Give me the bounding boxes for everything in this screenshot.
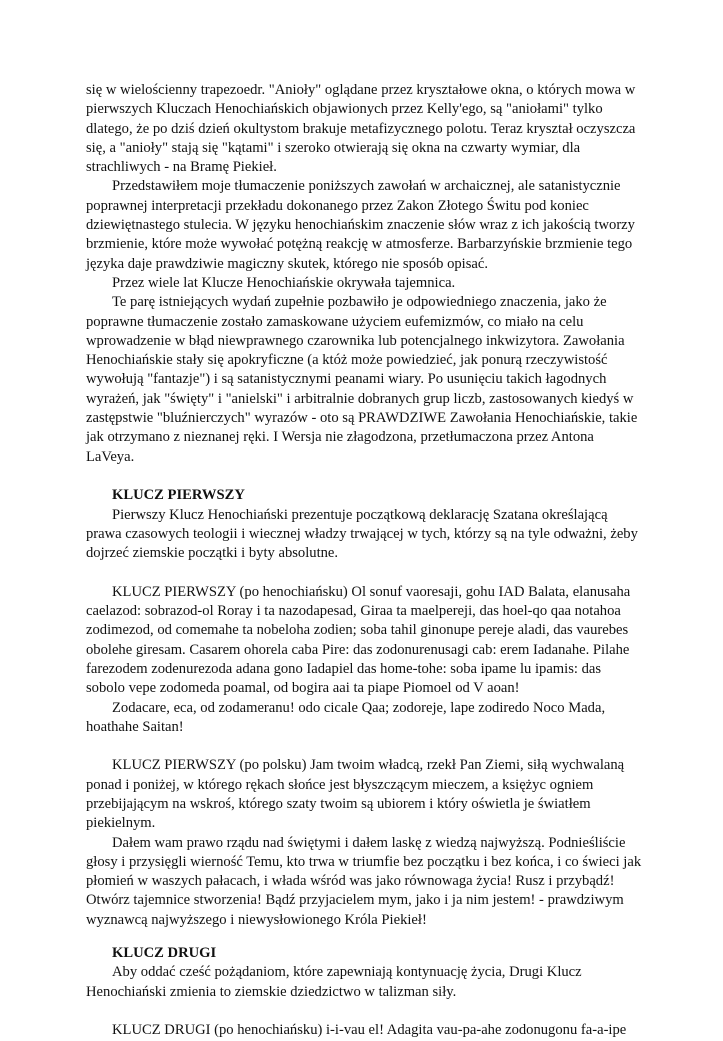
spacer (86, 930, 642, 944)
key-one-enochian-text: KLUCZ PIERWSZY (po henochiańsku) Ol sonuf vaoresaji, gohu IAD Balata, elanusaha caelazod: sobrazod-ol Roray i ta nazodapesad, Giraa ta maelpereji, das hoel-qo qaa notahoa zodimezod, od comemahe ta nobeloha zodien; soba tahil ginonupe pereje aladi, das vaurebes obolehe giresam. Casarem ohorela caba Pire: das zodonurenusagi cab: erem Iadanahe. Pilahe farezodem zodenurezoda adana gono Iadapiel das home-tohe: soba ipame lu ipamis: das sobolo vepe zodomeda poamal, od bogira aai ta piape Piomoel od V aoan! (86, 583, 631, 697)
key-one-intro: Pierwszy Klucz Henochiański prezentuje początkową deklarację Szatana określającą prawa czasowych teologii i wiecznej władzy trwającej w tych, którzy są na tyle odważni, żeby dojrzeć ziemskie początki i byty absolutne. (86, 506, 638, 562)
spacer (86, 737, 642, 756)
paragraph-editions: Te parę istniejących wydań zupełnie pozbawiło je odpowiedniego znaczenia, jako że poprawne tłumaczenie zostało zamaskowane użyciem eufemizmów, co miało na celu wprowadzenie w błąd niewprawnego czarownika lub potencjalnego inkwizytora. Zawołania Henochiańskie stały się apokryficzne (a któż może powiedzieć, jak ponurą rzeczywistość wywołują "fantazje") i są satanistycznymi peanami wiary. Po usunięciu takich łagodnych wyrażeń, jak "święty" i "anielski" i arbitralnie dobranych grup liczb, zastosowanych kiedyś w zastępstwie "bluźnierczych" wyrazów - oto są PRAWDZIWE Zawołania Henochiańskie, takie jak otrzymano z nieznanej ręki. I Wersja nie złagodzona, przetłumaczona przez Antona LaVeya. (86, 294, 638, 465)
spacer (86, 467, 642, 486)
spacer (86, 1002, 642, 1021)
document-body (86, 81, 642, 1041)
section-heading-key-one: KLUCZ PIERWSZY (112, 487, 245, 504)
key-one-polish-text: KLUCZ PIERWSZY (po polsku) Jam twoim władcą, rzekł Pan Ziemi, siłą wychwalaną ponad i poniżej, w którego rękach słońce jest błyszczącym mieczem, a księżyc ogniem przebijającym na wskroś, którego szaty twoim są ubiorem i który oświetla je światłem piekielnym. (86, 757, 625, 832)
spacer (86, 563, 642, 582)
key-one-enochian-closing: Zodacare, eca, od zodameranu! odo cicale Qaa; zodoreje, lape zodiredo Noco Mada, hoathahe Saitan! (86, 699, 606, 735)
paragraph-secret: Przez wiele lat Klucze Henochiańskie okrywała tajemnica. (112, 274, 456, 291)
key-two-intro: Aby oddać cześć pożądaniom, które zapewniają kontynuację życia, Drugi Klucz Henochiański zmienia to ziemskie dziedzictwo w talizman siły. (86, 964, 582, 1000)
key-one-polish-continuation: Dałem wam prawo rządu nad świętymi i dałem laskę z wiedzą najwyższą. Podnieśliście głosy i przysięgli wierność Temu, kto trwa w triumfie bez początku i bez końca, i co świeci jak płomień w waszych pałacach, i włada wśród was jako równowaga życia! Rusz i przybądź! Otwórz tajemnice stworzenia! Bądź przyjacielem mym, jako i ja nim jestem! - prawdziwym wyznawcą najwyższego i niewysłowionego Króla Piekieł! (86, 834, 642, 928)
paragraph-intro-continuation: się w wielościenny trapezoedr. "Anioły" oglądane przez kryształowe okna, o których mowa w pierwszych Kluczach Henochiańskich objawionych przez Kelly'ego, są "aniołami" tylko dlatego, że po dziś dzień okultystom brakuje metafizycznego polotu. Teraz kryształ oczyszcza się, a "anioły" stają się "kątami" i szeroko otwierają się okna na czwarty wymiar, dla strachliwych - na Bramę Piekieł. (86, 82, 636, 176)
section-heading-key-two: KLUCZ DRUGI (112, 945, 217, 962)
key-two-enochian-text: KLUCZ DRUGI (po henochiańsku) i-i-vau el! Adagita vau-pa-ahe zodonugonu fa-a-ipe (112, 1022, 627, 1039)
paragraph-translator-note: Przedstawiłem moje tłumaczenie poniższych zawołań w archaicznej, ale satanistycznie poprawnej interpretacji przekładu dokonanego przez Zakon Złotego Świtu pod koniec dziewiętnastego stulecia. W języku henochiańskim znaczenie słów wraz z ich jakością tworzy brzmienie, które może wywołać potężną reakcję w atmosferze. Barbarzyńskie brzmienie tego języka daje prawdziwie magiczny skutek, którego nie sposób opisać. (86, 178, 635, 272)
